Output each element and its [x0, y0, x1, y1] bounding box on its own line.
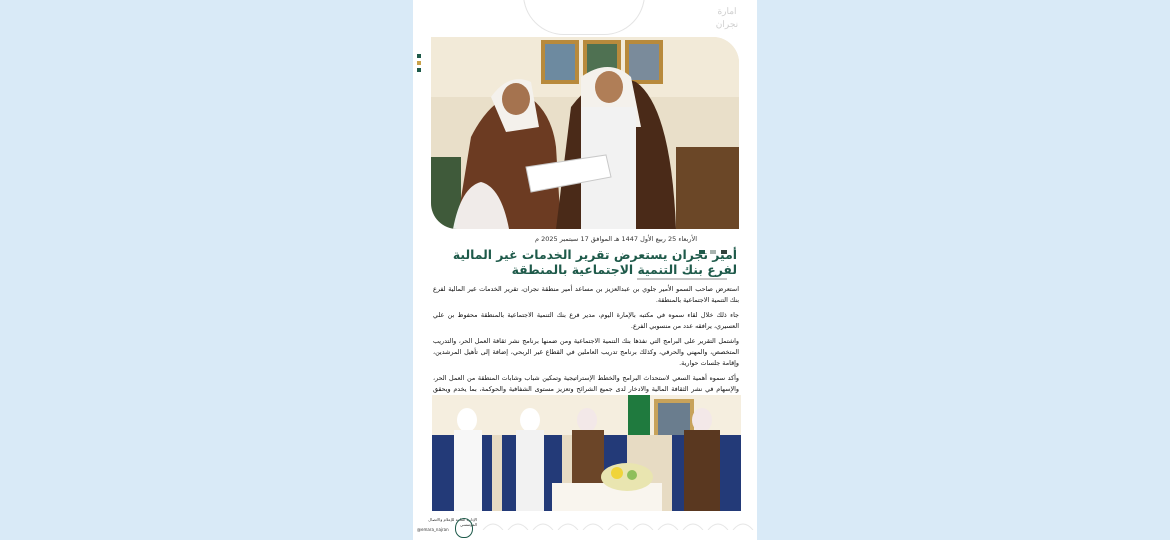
logo-mark: ﺍﻣﺎﺭﺓ	[717, 7, 737, 17]
footer-org: الإدارة العامة للإعلام والاتصال المؤسسي	[428, 517, 477, 527]
paragraph: وأكد سموه أهمية السعي لاستحداث البرامج والخطط الإستراتيجية وتمكين شباب وشابات المنطقة من العمل الحر، والإسهام في نشر الثقافة المالية والادخار لدى جميع الشرائح وتعزيز مستوى الشفافية والحوكمة، بما يخدم ويحقق	[433, 373, 739, 394]
paragraph: واشتمل التقرير على البرامج التي نفذها بنك التنمية الاجتماعية ومن ضمنها برنامج نشر ثقافة العمل الحر، والتدريب المتخصص، والمهني والحرفي، وكذلك برنامج تدريب العاملين في القطاع غير الربحي، إضافة إلى تأهيل المرشدين، وإقامة جلسات حوارية.	[433, 336, 739, 368]
title-divider	[637, 278, 727, 280]
article-body	[433, 284, 739, 410]
paragraph: استعرض صاحب السمو الأمير جلوي بن عبدالعزيز بن مساعد أمير منطقة نجران، تقرير الخدمات غير المالية لفرع بنك التنمية الاجتماعية بالمنطقة.	[433, 285, 739, 305]
meeting-photo	[432, 395, 741, 511]
paragraph: جاء ذلك خلال لقاء سموه في مكتبه بالإمارة اليوم، مدير فرع بنك التنمية الاجتماعية بالمنطقة محفوظ بن علي العسيري، يرافقه عدد من منسوبي الفرع.	[433, 310, 739, 331]
news-page	[413, 0, 757, 540]
side-flag-marks	[417, 54, 423, 75]
footer-handle: @emara_najran	[417, 527, 449, 532]
header-arch-decoration	[523, 0, 645, 35]
article-date: الأربعاء 25 ربيع الأول 1447 هـ الموافق 17 سبتمبر 2025 م	[535, 235, 697, 243]
emirate-seal-icon	[455, 518, 473, 538]
najran-emirate-logo	[707, 6, 747, 34]
logo-text: ﻧﺠﺮﺍﻥ	[715, 20, 739, 30]
article-title: أمير نجران يستعرض تقرير الخدمات غير المالية لفرع بنك التنمية الاجتماعية بالمنطقة	[452, 247, 737, 277]
main-photo	[431, 37, 739, 229]
